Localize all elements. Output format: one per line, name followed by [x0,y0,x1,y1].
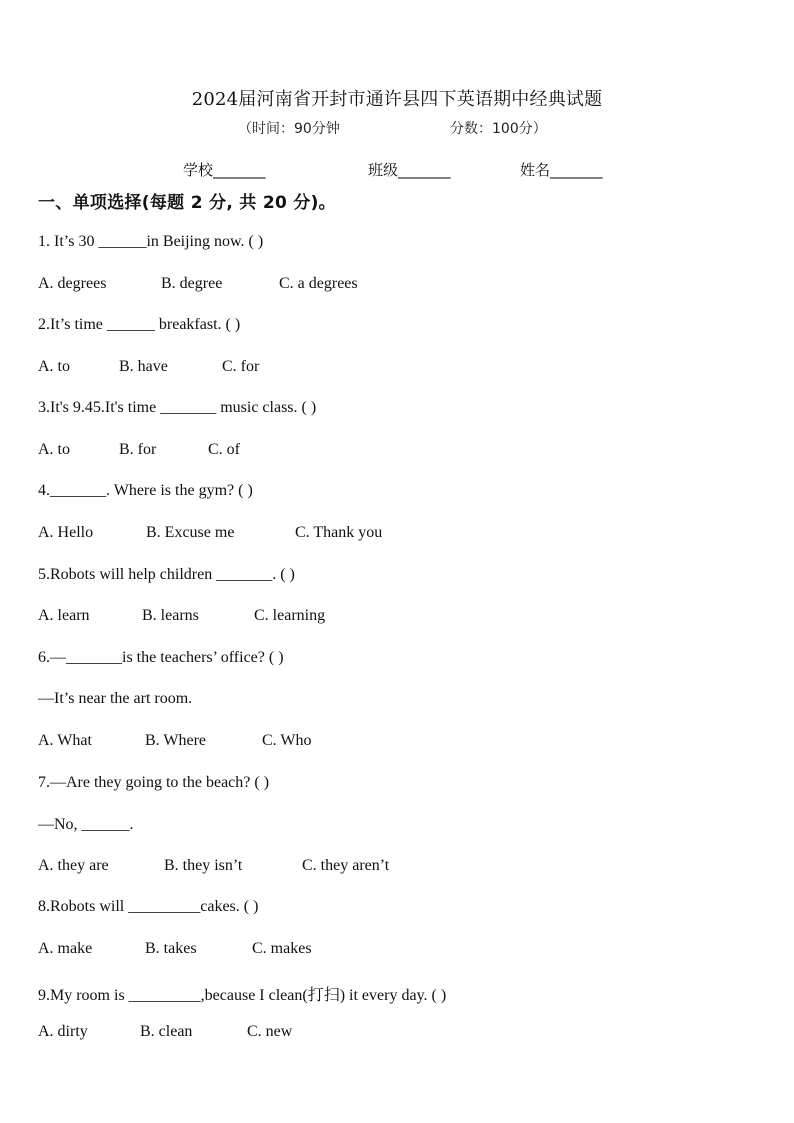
option-c: C. Thank you [295,524,383,541]
option-a: A. Hello [38,524,94,541]
option-b: B. for [119,441,157,458]
option-c: C. they aren’t [302,857,390,874]
option-c: C. of [208,441,240,458]
question-stem: 8.Robots will _________cakes. ( ) [38,898,259,915]
question-stem: 9.My room is _________,because I clean(打扫) it every day. ( ) [38,987,447,1004]
option-c: C. Who [262,732,312,749]
class-field: 班级_______ [368,161,451,179]
option-b: B. learns [142,607,199,624]
exam-time: （时间：90分钟 [238,121,340,137]
option-a: A. to [38,358,70,375]
question-stem: 5.Robots will help children _______. ( ) [38,566,295,583]
question-stem: 6.—_______is the teachers’ office? ( ) [38,649,284,666]
option-b: B. they isn’t [164,857,243,874]
option-c: C. a degrees [279,275,358,292]
question-stem: 1. It’s 30 ______in Beijing now. ( ) [38,233,264,250]
option-b: B. Where [145,732,207,749]
option-a: A. to [38,441,70,458]
question-stem: 7.—Are they going to the beach? ( ) [38,774,270,791]
option-b: B. have [119,358,168,375]
option-b: B. clean [140,1023,193,1040]
section-heading: 一、单项选择(每题 2 分, 共 20 分)。 [38,193,336,213]
option-b: B. takes [145,940,197,957]
question-stem: 4._______. Where is the gym? ( ) [38,482,253,499]
option-c: C. makes [252,940,312,957]
question-reply: —No, ______. [38,816,134,833]
question-stem: 2.It’s time ______ breakfast. ( ) [38,316,241,333]
option-b: B. degree [161,275,223,292]
page-title: 2024届河南省开封市通许县四下英语期中经典试题 [191,89,603,110]
option-c: C. for [222,358,260,375]
option-c: C. new [247,1023,293,1040]
option-a: A. dirty [38,1023,88,1040]
option-c: C. learning [254,607,326,624]
option-a: A. they are [38,857,109,874]
option-a: A. learn [38,607,90,624]
question-reply: —It’s near the art room. [38,690,193,707]
option-b: B. Excuse me [146,524,235,541]
exam-score: 分数：100分） [450,121,547,137]
option-a: A. degrees [38,275,107,292]
question-stem: 3.It's 9.45.It's time _______ music class. ( ) [38,399,317,416]
school-field: 学校_______ [183,161,266,179]
option-a: A. make [38,940,93,957]
name-field: 姓名_______ [520,161,603,179]
option-a: A. What [38,732,92,749]
